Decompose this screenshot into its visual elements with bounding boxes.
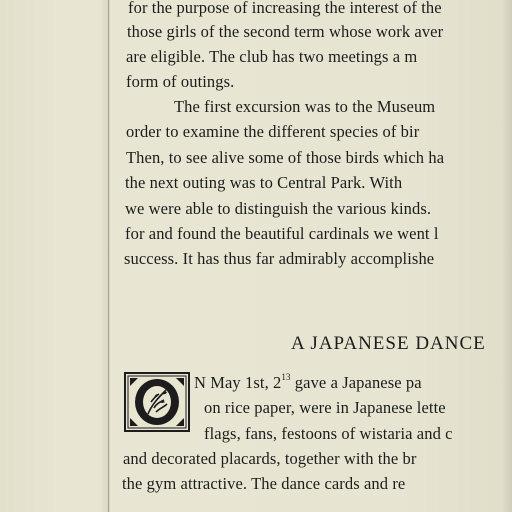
- text-line: for and found the beautiful cardinals we went l: [125, 224, 439, 243]
- text-line: flags, fans, festoons of wistaria and c: [204, 424, 453, 443]
- text-line: for the purpose of increasing the interest of the: [128, 0, 442, 17]
- text-line: order to examine the different species of bir: [126, 122, 420, 141]
- page-edge-shadow: [502, 0, 512, 512]
- text-fragment: N May 1st, 2: [194, 373, 282, 392]
- text-line: the gym attractive. The dance cards and re: [122, 474, 406, 493]
- text-line: The first excursion was to the Museum: [174, 97, 436, 116]
- text-fragment: gave a Japanese pa: [290, 373, 422, 392]
- text-line: success. It has thus far admirably accomplishe: [124, 249, 435, 268]
- page-gutter-line: [108, 0, 109, 512]
- text-line: on rice paper, were in Japanese lette: [204, 398, 446, 417]
- text-line: [194, 373, 422, 393]
- text-line: we were able to distinguish the various kinds.: [125, 199, 432, 218]
- superscript: 13: [281, 372, 291, 382]
- text-line: Then, to see alive some of those birds which ha: [126, 148, 445, 167]
- text-line: and decorated placards, together with the br: [123, 449, 417, 468]
- drop-cap-ornament-icon: [126, 374, 188, 430]
- ornamental-drop-cap: [124, 372, 190, 432]
- text-line: form of outings.: [126, 72, 235, 91]
- text-line: the next outing was to Central Park. With: [125, 173, 403, 192]
- text-line: those girls of the second term whose work aver: [127, 22, 444, 41]
- section-heading: A JAPANESE DANCE: [291, 333, 486, 354]
- text-line: are eligible. The club has two meetings a m: [126, 47, 418, 66]
